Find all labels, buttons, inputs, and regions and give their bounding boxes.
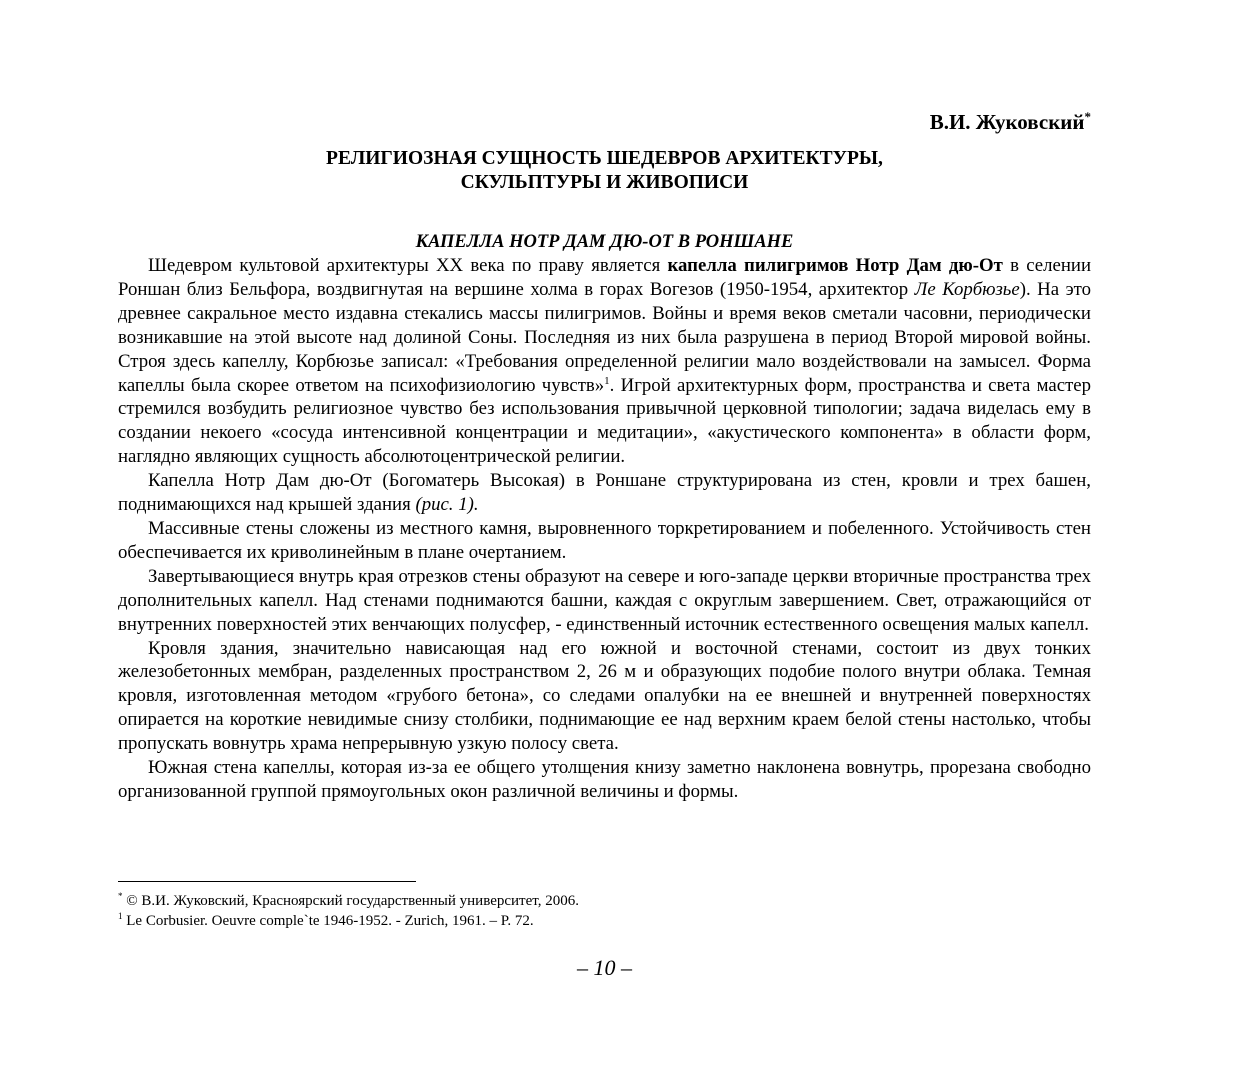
paragraph-6: Южная стена капеллы, которая из-за ее общего утолщения книзу заметно наклонена вовнутрь, прорезана свободно организованной группой прямоугольных окон различной величины и формы. — [118, 757, 1091, 802]
footnote-1-text: © В.И. Жуковский, Красноярский государственный университет, 2006. — [122, 893, 579, 909]
article-title — [118, 147, 1091, 195]
author-footnote-marker: * — [1084, 109, 1091, 124]
figure-reference: (рис. 1). — [415, 494, 479, 516]
author-text: В.И. Жуковский — [929, 110, 1085, 134]
footnote-1 — [118, 891, 1091, 911]
paragraph-1 — [118, 254, 1091, 469]
document-page — [118, 0, 1091, 1080]
footnote-divider — [118, 881, 416, 882]
paragraph-1-text-b: в селении Роншан близ Бельфора, воздвигнутая на вершине холма в горах Вогезов (1950-1954, архитектор — [118, 255, 1092, 300]
footnote-2-marker: 1 — [118, 911, 123, 921]
paragraph-5: Кровля здания, значительно нависающая над его южной и восточной стенами, состоит из двух тонких железобетонных мембран, разделенных пространством 2, 26 м и образующих подобие полого внутри облака. Темная кровля, изготовленная методом «грубого бетона», со следами опалубки на ее внешней и внутренней поверхностях опирается на короткие невидимые снизу столбики, поднимающие ее над верхним краем белой стены настолько, чтобы пропускать вовнутрь храма непрерывную узкую полосу света. — [118, 637, 1091, 755]
paragraph-1-text-a: Шедевром культовой архитектуры XX века по праву является — [148, 255, 668, 276]
section-heading: КАПЕЛЛА НОТР ДАМ ДЮ-ОТ В РОНШАНЕ — [415, 232, 794, 252]
footnote-1-marker: * — [118, 891, 123, 901]
footnote-2-text: Le Corbusier. Oeuvre comple`te 1946-1952. - Zurich, 1961. – P. 72. — [122, 913, 534, 929]
paragraph-2-text: Капелла Нотр Дам дю-От (Богоматерь Высокая) в Роншане структурирована из стен, кровли и трех башен, поднимающихся над крышей здания — [118, 470, 1091, 516]
author-name — [930, 108, 1091, 136]
paragraph-1-italic-text: Ле Корбюзье — [914, 278, 1020, 300]
footnote-2 — [118, 911, 1091, 931]
article-title-line-1: РЕЛИГИОЗНАЯ СУЩНОСТЬ ШЕДЕВРОВ АРХИТЕКТУРЫ, — [326, 148, 883, 169]
footnote-reference-1[interactable]: 1 — [604, 374, 610, 387]
paragraph-2 — [118, 469, 1091, 517]
paragraph-1-bold-text: капелла пилигримов Нотр Дам дю-От — [667, 255, 1003, 276]
paragraph-1-text-d: . Игрой архитектурных форм, пространства и света мастер стремился возбудить религиозное чувство без использования привычной церковной типологии; задача виделась ему в создании некоего «сосуда интенсивной концентрации и медитации», «акустического компонента» в области форм, наглядно являющих сущность абсолютоцентрической религии. — [118, 374, 1092, 468]
paragraph-1-text-c: ). На это древнее сакральное место издавна стекались массы пилигримов. Войны и время веков сметали часовни, периодически возникавшие на этой высоте над долиной Соны. Последняя из них была разрушена в период Второй мировой войны. Строя здесь капеллу, Корбюзье записал: «Требования определенной религии мало воздействовали на замысел. Форма капеллы была скорее ответом на психофизиологию чувств» — [118, 278, 1092, 396]
paragraph-4: Завертывающиеся внутрь края отрезков стены образуют на севере и юго-западе церкви вторичные пространства трех дополнительных капелл. Над стенами поднимаются башни, каждая с округлым завершением. Свет, отражающийся от внутренних поверхностей этих венчающих полусфер, - единственный источник естественного освещения малых капелл. — [118, 565, 1091, 635]
footnotes — [118, 891, 1091, 931]
article-body — [118, 254, 1091, 804]
article-title-line-2: СКУЛЬПТУРЫ И ЖИВОПИСИ — [460, 172, 749, 193]
page-number: – 10 – — [577, 955, 632, 980]
paragraph-3: Массивные стены сложены из местного камня, выровненного торкретированием и побеленного. Устойчивость стен обеспечивается их криволинейным в плане очертанием. — [118, 517, 1091, 563]
